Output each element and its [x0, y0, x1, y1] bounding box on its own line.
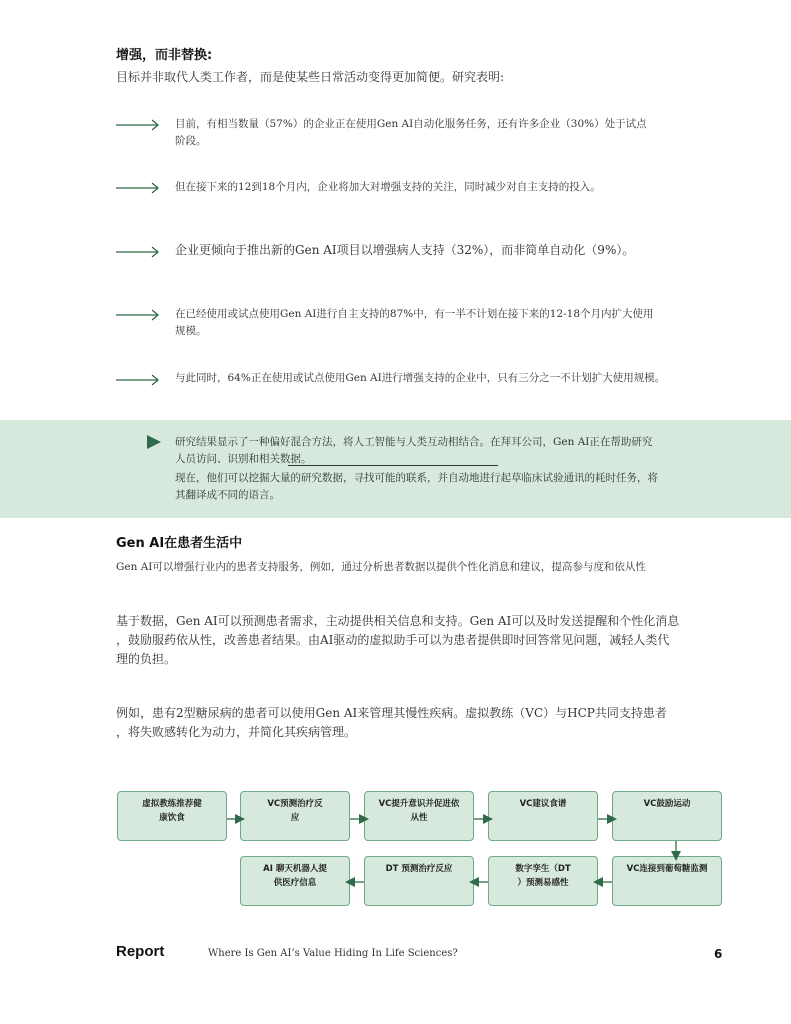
- footer-report-label: Report: [116, 943, 165, 960]
- section-title-patient-life: Gen AI在患者生活中: [116, 536, 243, 551]
- section-intro: 目标并非取代人类工作者，而是使某些日常活动变得更加简便。研究表明:: [116, 70, 505, 84]
- flow-step: 虚拟教练推荐健 康饮食: [117, 791, 227, 841]
- arrow-right-icon: [116, 119, 160, 131]
- bullet-item: 与此同时，64%正在使用或试点使用Gen AI进行增强支持的企业中，只有三分之一不计划扩大使用规模。: [175, 372, 666, 384]
- section-title-augment: 增强，而非替换:: [116, 48, 213, 63]
- flow-step: VC鼓励运动: [612, 791, 722, 841]
- flow-step: VC建议食谱: [488, 791, 598, 841]
- play-triangle-icon: [146, 434, 162, 450]
- paragraph: 例如，患有2型糖尿病的患者可以使用Gen AI来管理其慢性疾病。虚拟教练（VC）与HCP共同支持患者 ，将失败感转化为动力，并简化其疾病管理。: [116, 706, 667, 739]
- paragraph: Gen AI可以增强行业内的患者支持服务，例如，通过分析患者数据以提供个性化消息和建议，提高参与度和依从性: [116, 561, 646, 573]
- flow-step: 数字孪生（DT ）预测易感性: [488, 856, 598, 906]
- paragraph: 基于数据，Gen AI可以预测患者需求，主动提供相关信息和支持。Gen AI可以及时发送提醒和个性化消息 ，鼓励服药依从性，改善患者结果。由AI驱动的虚拟助手可以为患者提供即时回答常见问题，减轻人类代 理的负担。: [116, 614, 680, 666]
- bullet-item: 目前，有相当数量（57%）的企业正在使用Gen AI自动化服务任务，还有许多企业（30%）处于试点 阶段。: [175, 118, 647, 147]
- bullet-item: 企业更倾向于推出新的Gen AI项目以增强病人支持（32%），而非简单自动化（9%）。: [175, 243, 635, 257]
- bullet-item: 但在接下来的12到18个月内，企业将加大对增强支持的关注，同时减少对自主支持的投入。: [175, 181, 601, 193]
- divider: [288, 465, 498, 466]
- arrow-right-icon: [116, 182, 160, 194]
- flow-step: VC连接到葡萄糖监测: [612, 856, 722, 906]
- flow-step: VC预测治疗反 应: [240, 791, 350, 841]
- highlight-text: 研究结果显示了一种偏好混合方法，将人工智能与人类互动相结合。在拜耳公司，Gen AI正在帮助研究 人员访问、识别和相关数据。 现在，他们可以挖掘大量的研究数据，寻找可能的联系，并自动地进行起草临床试验通讯的耗时任务，将 其翻译成不同的语言。: [175, 436, 658, 501]
- flow-step: VC提升意识并促进依 从性: [364, 791, 474, 841]
- arrow-right-icon: [116, 309, 160, 321]
- flow-step: AI 聊天机器人提 供医疗信息: [240, 856, 350, 906]
- page-number: 6: [714, 947, 723, 961]
- flow-step: DT 预测治疗反应: [364, 856, 474, 906]
- bullet-item: 在已经使用或试点使用Gen AI进行自主支持的87%中，有一半不计划在接下来的12-18个月内扩大使用 规模。: [175, 308, 654, 337]
- arrow-right-icon: [116, 246, 160, 258]
- flow-connectors: [0, 780, 791, 920]
- footer-subtitle: Where Is Gen AI’s Value Hiding In Life Sciences?: [208, 948, 458, 959]
- arrow-right-icon: [116, 374, 160, 386]
